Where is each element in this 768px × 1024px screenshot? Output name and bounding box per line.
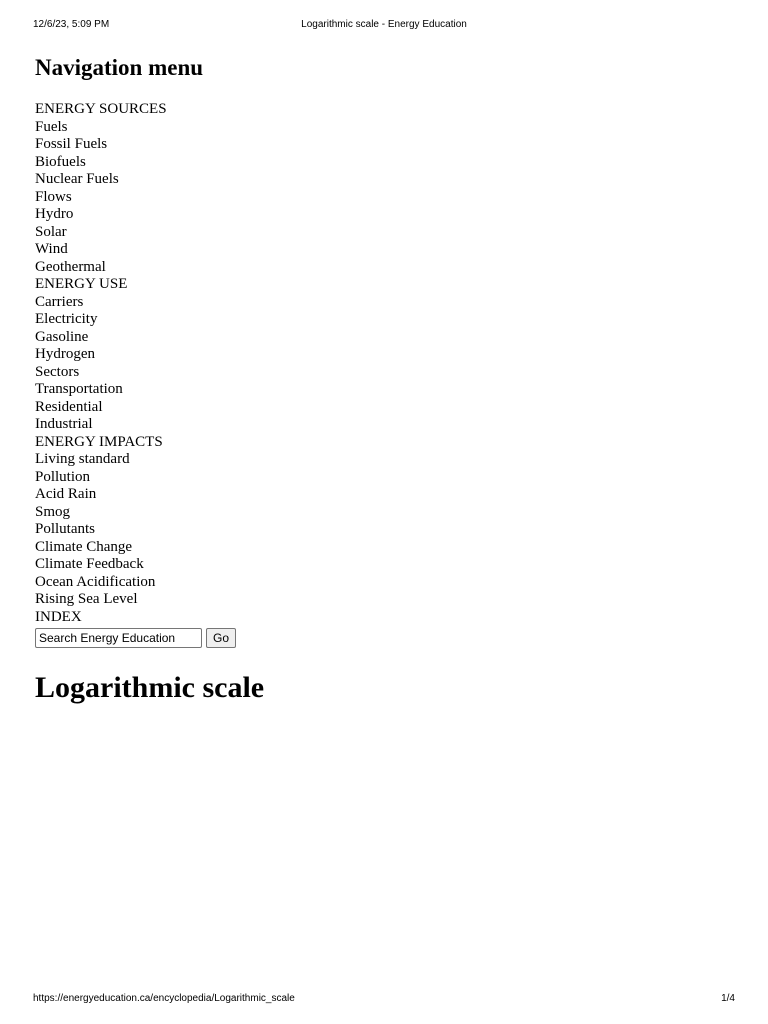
- print-header: [33, 18, 735, 32]
- nav-item-energy-impacts[interactable]: [35, 434, 735, 452]
- nav-link-hydro[interactable]: Hydro: [35, 206, 74, 222]
- nav-link-fuels[interactable]: Fuels: [35, 118, 68, 135]
- nav-item-hydrogen[interactable]: [35, 346, 735, 364]
- navigation-menu: [35, 101, 735, 626]
- nav-item-climate-change[interactable]: [35, 539, 735, 557]
- nav-item-sectors[interactable]: [35, 364, 735, 382]
- nav-item-pollution[interactable]: [35, 469, 735, 487]
- nav-link-residential[interactable]: Residential: [35, 398, 103, 415]
- nav-link-rising-sea-level[interactable]: Rising Sea Level: [35, 591, 138, 607]
- nav-item-fuels[interactable]: [35, 119, 735, 137]
- nav-link-nuclear-fuels[interactable]: Nuclear Fuels: [35, 171, 119, 187]
- nav-link-climate-change[interactable]: Climate Change: [35, 538, 133, 555]
- nav-item-geothermal[interactable]: [35, 259, 735, 277]
- navigation-heading: Navigation menu: [35, 55, 204, 80]
- nav-item-transportation[interactable]: [35, 381, 735, 399]
- nav-link-ocean-acidification[interactable]: Ocean Acidification: [35, 573, 156, 590]
- nav-link-biofuels[interactable]: Biofuels: [35, 153, 86, 170]
- print-page-url: https://energyeducation.ca/encyclopedia/Logarithmic_scale: [33, 993, 295, 1004]
- nav-link-pollutants[interactable]: Pollutants: [35, 521, 96, 537]
- nav-link-carriers[interactable]: Carriers: [35, 293, 84, 310]
- nav-link-energy-impacts[interactable]: ENERGY IMPACTS: [35, 433, 163, 450]
- nav-link-solar[interactable]: Solar: [35, 223, 67, 240]
- nav-item-residential[interactable]: [35, 399, 735, 417]
- nav-item-industrial[interactable]: [35, 416, 735, 434]
- nav-item-solar[interactable]: [35, 224, 735, 242]
- search-form: [35, 627, 735, 649]
- nav-item-gasoline[interactable]: [35, 329, 735, 347]
- nav-item-smog[interactable]: [35, 504, 735, 522]
- print-page-indicator: 1/4: [721, 993, 735, 1004]
- nav-link-sectors[interactable]: Sectors: [35, 363, 80, 380]
- search-input[interactable]: [35, 628, 202, 648]
- nav-item-fossil-fuels[interactable]: [35, 136, 735, 154]
- nav-link-climate-feedback[interactable]: Climate Feedback: [35, 556, 144, 572]
- nav-item-carriers[interactable]: [35, 294, 735, 312]
- nav-link-flows[interactable]: Flows: [35, 188, 72, 205]
- nav-link-living-standard[interactable]: Living standard: [35, 451, 130, 467]
- nav-item-pollutants[interactable]: [35, 521, 735, 539]
- print-footer: [33, 992, 735, 1006]
- nav-item-living-standard[interactable]: [35, 451, 735, 469]
- nav-item-index[interactable]: [35, 609, 735, 627]
- page-title: Logarithmic scale: [35, 671, 265, 704]
- nav-item-climate-feedback[interactable]: [35, 556, 735, 574]
- nav-item-biofuels[interactable]: [35, 154, 735, 172]
- print-datetime: 12/6/23, 5:09 PM: [33, 19, 110, 30]
- nav-item-wind[interactable]: [35, 241, 735, 259]
- nav-item-hydro[interactable]: [35, 206, 735, 224]
- print-document-title: Logarithmic scale - Energy Education: [301, 19, 467, 30]
- nav-item-energy-use[interactable]: [35, 276, 735, 294]
- nav-link-index[interactable]: INDEX: [35, 608, 82, 625]
- nav-link-pollution[interactable]: Pollution: [35, 468, 91, 485]
- nav-link-acid-rain[interactable]: Acid Rain: [35, 486, 97, 502]
- nav-item-flows[interactable]: [35, 189, 735, 207]
- nav-item-ocean-acidification[interactable]: [35, 574, 735, 592]
- nav-link-fossil-fuels[interactable]: Fossil Fuels: [35, 136, 108, 152]
- nav-link-transportation[interactable]: Transportation: [35, 381, 123, 397]
- nav-item-nuclear-fuels[interactable]: [35, 171, 735, 189]
- nav-link-industrial[interactable]: Industrial: [35, 416, 93, 432]
- nav-link-smog[interactable]: Smog: [35, 503, 71, 520]
- nav-item-energy-sources[interactable]: [35, 101, 735, 119]
- nav-link-energy-sources[interactable]: ENERGY SOURCES: [35, 101, 167, 117]
- nav-link-gasoline[interactable]: Gasoline: [35, 328, 89, 345]
- search-go-button[interactable]: Go: [206, 628, 236, 648]
- nav-link-geothermal[interactable]: Geothermal: [35, 258, 106, 275]
- nav-link-wind[interactable]: Wind: [35, 241, 68, 257]
- nav-item-acid-rain[interactable]: [35, 486, 735, 504]
- nav-item-rising-sea-level[interactable]: [35, 591, 735, 609]
- nav-link-energy-use[interactable]: ENERGY USE: [35, 276, 128, 292]
- page-content: [35, 54, 735, 706]
- nav-link-hydrogen[interactable]: Hydrogen: [35, 346, 95, 362]
- nav-link-electricity[interactable]: Electricity: [35, 311, 98, 327]
- nav-item-electricity[interactable]: [35, 311, 735, 329]
